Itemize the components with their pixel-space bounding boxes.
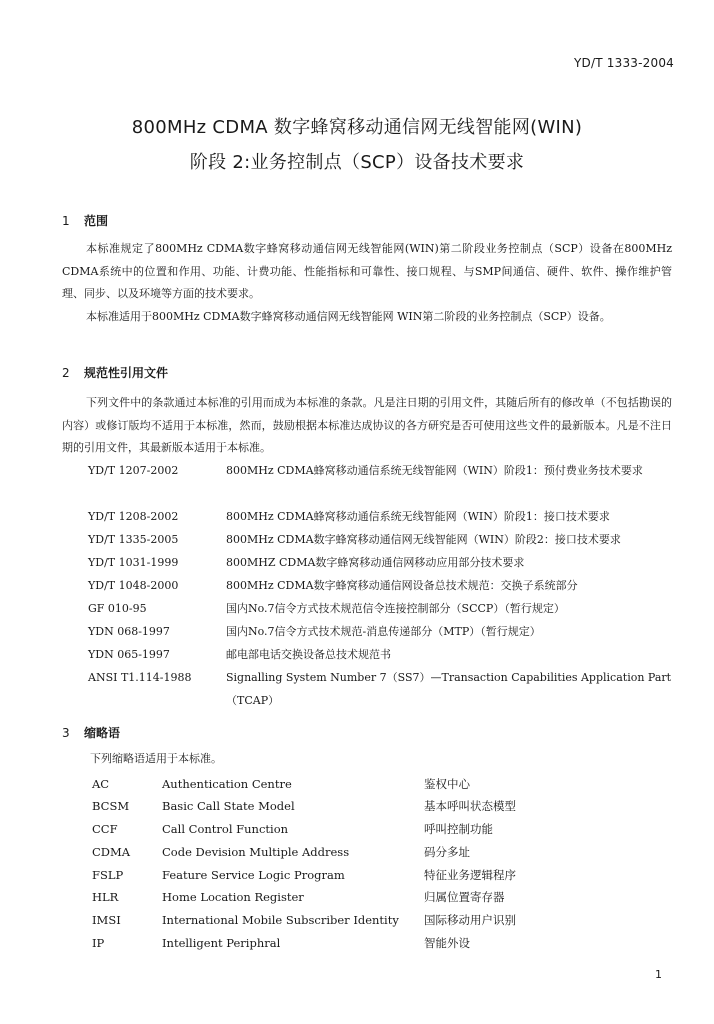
reference-row [88,506,678,529]
abbreviation-chinese: 鉴权中心 [424,777,470,791]
reference-title: 800MHz CDMA数字蜂窝移动通信网设备总技术规范：交换子系统部分 [226,579,578,592]
reference-title: Signalling System Number 7（SS7）—Transaction Capabilities Application Part（TCAP） [226,671,672,707]
reference-code: YD/T 1048-2000 [88,579,179,592]
section-number: 1 [62,214,70,228]
section-title: 缩略语 [84,726,121,740]
abbreviation-row [92,932,672,954]
scope-paragraph-2: 本标准适用于800MHz CDMA数字蜂窝移动通信网无线智能网 WIN第二阶段的业务控制点（SCP）设备。 [86,310,611,323]
section-title: 范围 [84,214,109,228]
abbreviation-chinese: 基本呼叫状态模型 [424,799,516,813]
section-number: 3 [62,726,70,740]
abbreviation-chinese: 码分多址 [424,845,470,859]
reference-title: 国内No.7信令方式技术规范-消息传递部分（MTP）（暂行规定） [226,625,541,638]
abbreviation: IP [92,936,105,950]
reference-title: 800MHz CDMA蜂窝移动通信系统无线智能网（WIN）阶段1：接口技术要求 [226,510,610,523]
reference-code: YDN 068-1997 [88,625,170,638]
abbreviation-chinese: 智能外设 [424,936,470,950]
document-title-line-2: 阶段 2:业务控制点（SCP）设备技术要求 [189,152,525,173]
page-number: 1 [655,968,662,981]
reference-row [88,644,678,667]
abbreviation: AC [92,777,110,791]
abbreviation-english: Code Devision Multiple Address [162,845,350,859]
abbreviation-english: Call Control Function [162,822,289,836]
normative-references-paragraph: 下列文件中的条款通过本标准的引用而成为本标准的条款。凡是注日期的引用文件，其随后所有的修改单（不包括勘误的内容）或修订版均不适用于本标准，然而，鼓励根据本标准达成协议的各方研究是否可使用这些文件的最新版本。凡是不注日期的引用文件，其最新版本适用于本标准。 [62,396,672,454]
abbreviation-chinese: 呼叫控制功能 [424,822,493,836]
abbreviation-english: Intelligent Periphral [162,936,281,950]
reference-title: 800MHZ CDMA数字蜂窝移动通信网移动应用部分技术要求 [226,556,525,569]
reference-code: YD/T 1335-2005 [88,533,179,546]
abbreviation-english: Home Location Register [162,890,304,904]
reference-title: 国内No.7信令方式技术规范信令连接控制部分（SCCP）（暂行规定） [226,602,565,615]
abbreviation-row [92,818,672,840]
reference-code: YD/T 1031-1999 [88,556,179,569]
reference-code: YD/T 1208-2002 [88,510,179,523]
abbreviation-english: Authentication Centre [162,777,292,791]
abbreviation-row [92,909,672,931]
reference-row [88,529,678,552]
section-3-heading [62,724,120,741]
abbreviation-english: International Mobile Subscriber Identity [162,913,399,927]
abbreviation: CCF [92,822,118,836]
reference-code: YD/T 1207-2002 [88,464,179,477]
abbreviation-row [92,864,672,886]
reference-row [88,460,678,483]
abbreviation-english: Basic Call State Model [162,799,295,813]
standard-code: YD/T 1333-2004 [574,56,674,70]
abbreviation-english: Feature Service Logic Program [162,868,345,882]
abbreviation-chinese: 特征业务逻辑程序 [424,868,516,882]
section-2-heading [62,364,168,381]
reference-title: 800MHz CDMA数字蜂窝移动通信网无线智能网（WIN）阶段2：接口技术要求 [226,533,621,546]
reference-row [88,575,678,598]
reference-code: GF 010-95 [88,602,147,615]
abbreviation: IMSI [92,913,121,927]
reference-row [88,552,678,575]
scope-paragraph-1: 本标准规定了800MHz CDMA数字蜂窝移动通信网无线智能网(WIN)第二阶段业务控制点（SCP）设备在800MHz CDMA系统中的位置和作用、功能、计费功能、性能指标和可靠性、接口规程、与SMP间通信、硬件、软件、操作维护管理、同步、以及环境等方面的技术要求。 [62,242,672,300]
reference-row [88,598,678,621]
reference-title: 800MHz CDMA蜂窝移动通信系统无线智能网（WIN）阶段1：预付费业务技术要求 [226,464,643,477]
abbreviation-row [92,773,672,795]
section-number: 2 [62,366,70,380]
section-1-heading [62,212,108,229]
document-title-line-1: 800MHz CDMA 数字蜂窝移动通信网无线智能网(WIN) [131,117,583,138]
abbreviation-row [92,841,672,863]
abbreviation: BCSM [92,799,130,813]
reference-row [88,667,678,712]
abbreviation-chinese: 归属位置寄存器 [424,890,505,904]
abbreviation-chinese: 国际移动用户识别 [424,913,516,927]
abbreviations-intro: 下列缩略语适用于本标准。 [90,752,222,765]
reference-row [88,621,678,644]
abbreviation-row [92,886,672,908]
reference-code: YDN 065-1997 [88,648,170,661]
abbreviation: FSLP [92,868,124,882]
abbreviation-row [92,795,672,817]
reference-code: ANSI T1.114-1988 [88,671,192,684]
reference-title: 邮电部电话交换设备总技术规范书 [226,648,391,661]
abbreviation: CDMA [92,845,131,859]
section-title: 规范性引用文件 [84,366,169,380]
abbreviation: HLR [92,890,119,904]
